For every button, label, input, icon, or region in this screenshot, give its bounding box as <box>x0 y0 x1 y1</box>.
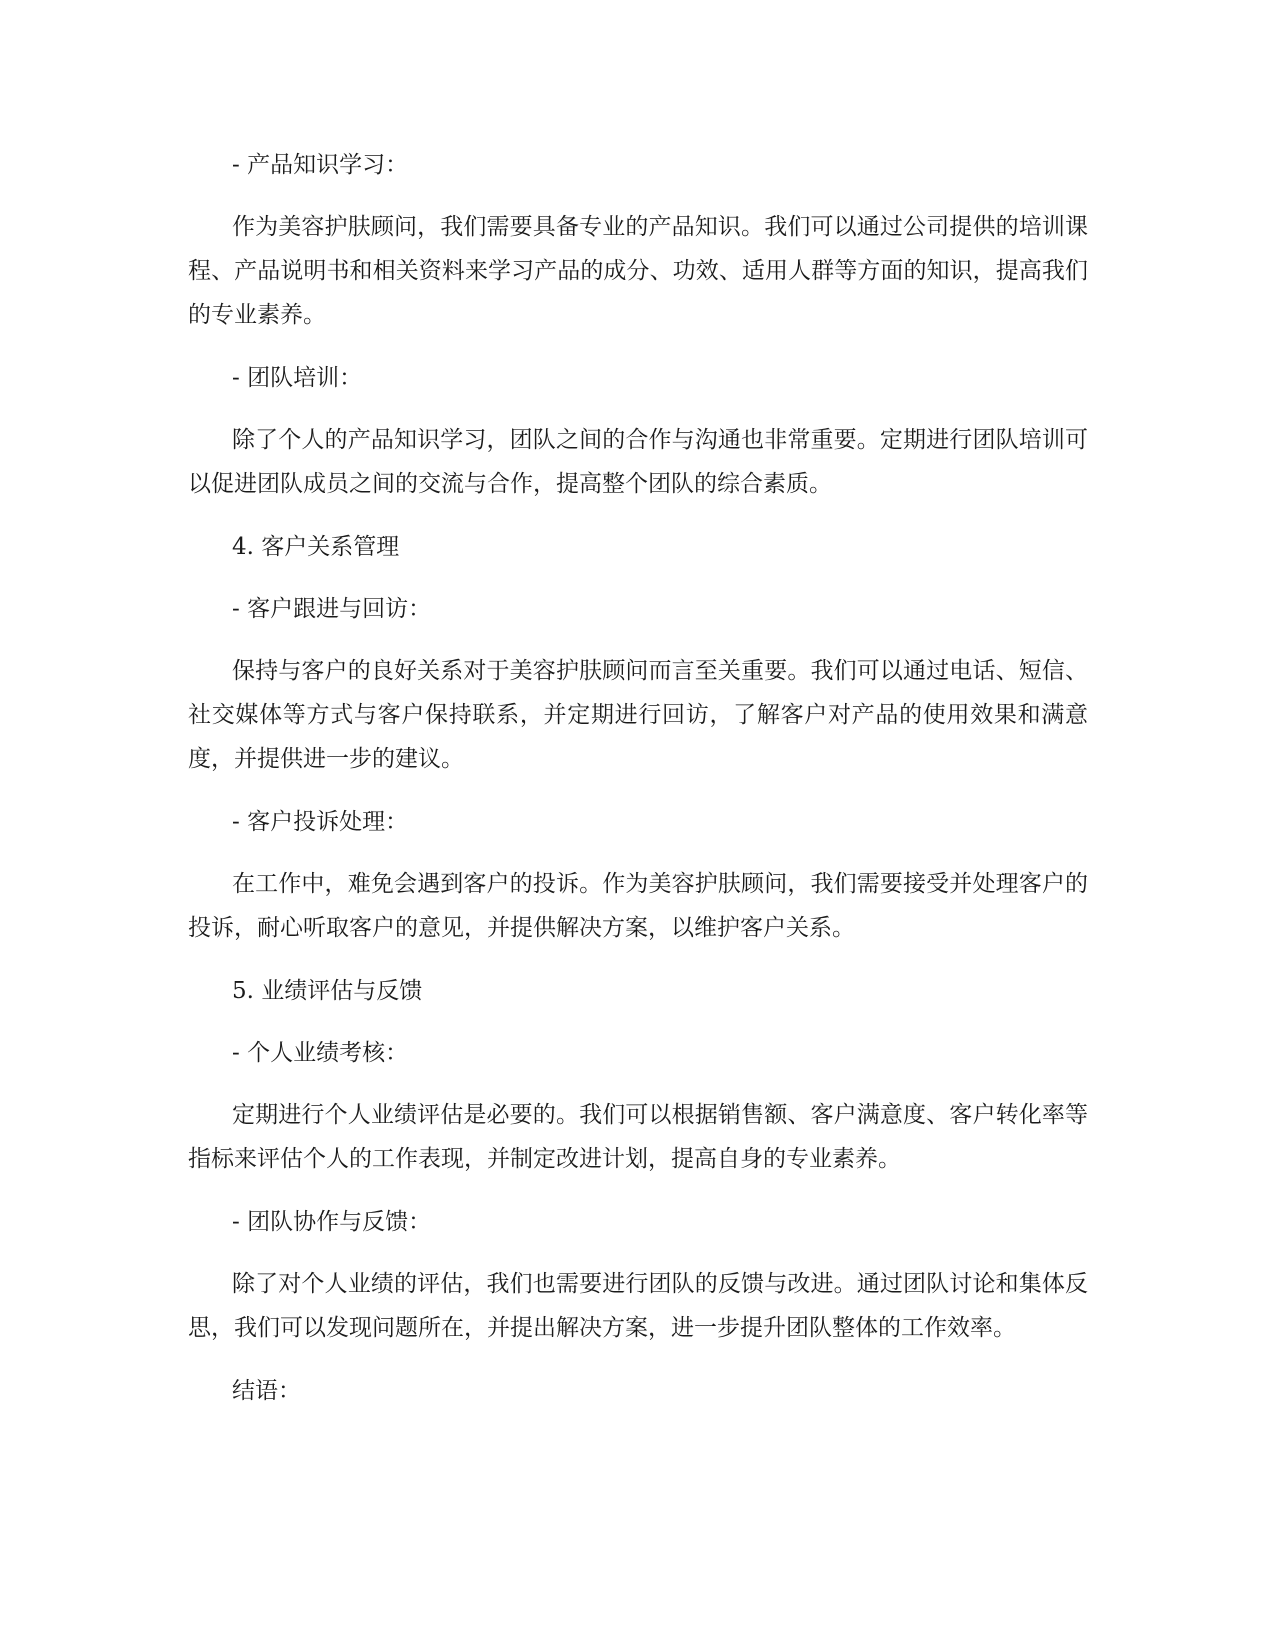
paragraph-team-feedback: 除了对个人业绩的评估，我们也需要进行团队的反馈与改进。通过团队讨论和集体反思，我们可以发现问题所在，并提出解决方案，进一步提升团队整体的工作效率。 <box>188 1271 1088 1341</box>
document-body <box>188 143 1088 1413</box>
section-heading-performance: 5. 业绩评估与反馈 <box>232 978 423 1004</box>
paragraph-customer-followup: 保持与客户的良好关系对于美容护肤顾问而言至关重要。我们可以通过电话、短信、社交媒体等方式与客户保持联系，并定期进行回访，了解客户对产品的使用效果和满意度，并提供进一步的建议。 <box>188 658 1088 772</box>
subheading-team-training: - 团队培训： <box>232 365 363 391</box>
conclusion-heading: 结语： <box>232 1378 301 1404</box>
subheading-customer-followup: - 客户跟进与回访： <box>232 596 432 622</box>
subheading-personal-performance: - 个人业绩考核： <box>232 1040 409 1066</box>
paragraph-personal-performance: 定期进行个人业绩评估是必要的。我们可以根据销售额、客户满意度、客户转化率等指标来评估个人的工作表现，并制定改进计划，提高自身的专业素养。 <box>188 1102 1088 1172</box>
paragraph-team-training: 除了个人的产品知识学习，团队之间的合作与沟通也非常重要。定期进行团队培训可以促进团队成员之间的交流与合作，提高整个团队的综合素质。 <box>188 427 1088 497</box>
subheading-product-knowledge: - 产品知识学习： <box>232 152 409 178</box>
section-heading-customer-relations: 4. 客户关系管理 <box>232 534 400 560</box>
subheading-team-feedback: - 团队协作与反馈： <box>232 1209 432 1235</box>
paragraph-product-knowledge: 作为美容护肤顾问，我们需要具备专业的产品知识。我们可以通过公司提供的培训课程、产品说明书和相关资料来学习产品的成分、功效、适用人群等方面的知识，提高我们的专业素养。 <box>188 214 1088 328</box>
paragraph-complaint-handling: 在工作中，难免会遇到客户的投诉。作为美容护肤顾问，我们需要接受并处理客户的投诉，耐心听取客户的意见，并提供解决方案，以维护客户关系。 <box>188 871 1088 941</box>
subheading-complaint-handling: - 客户投诉处理： <box>232 809 409 835</box>
